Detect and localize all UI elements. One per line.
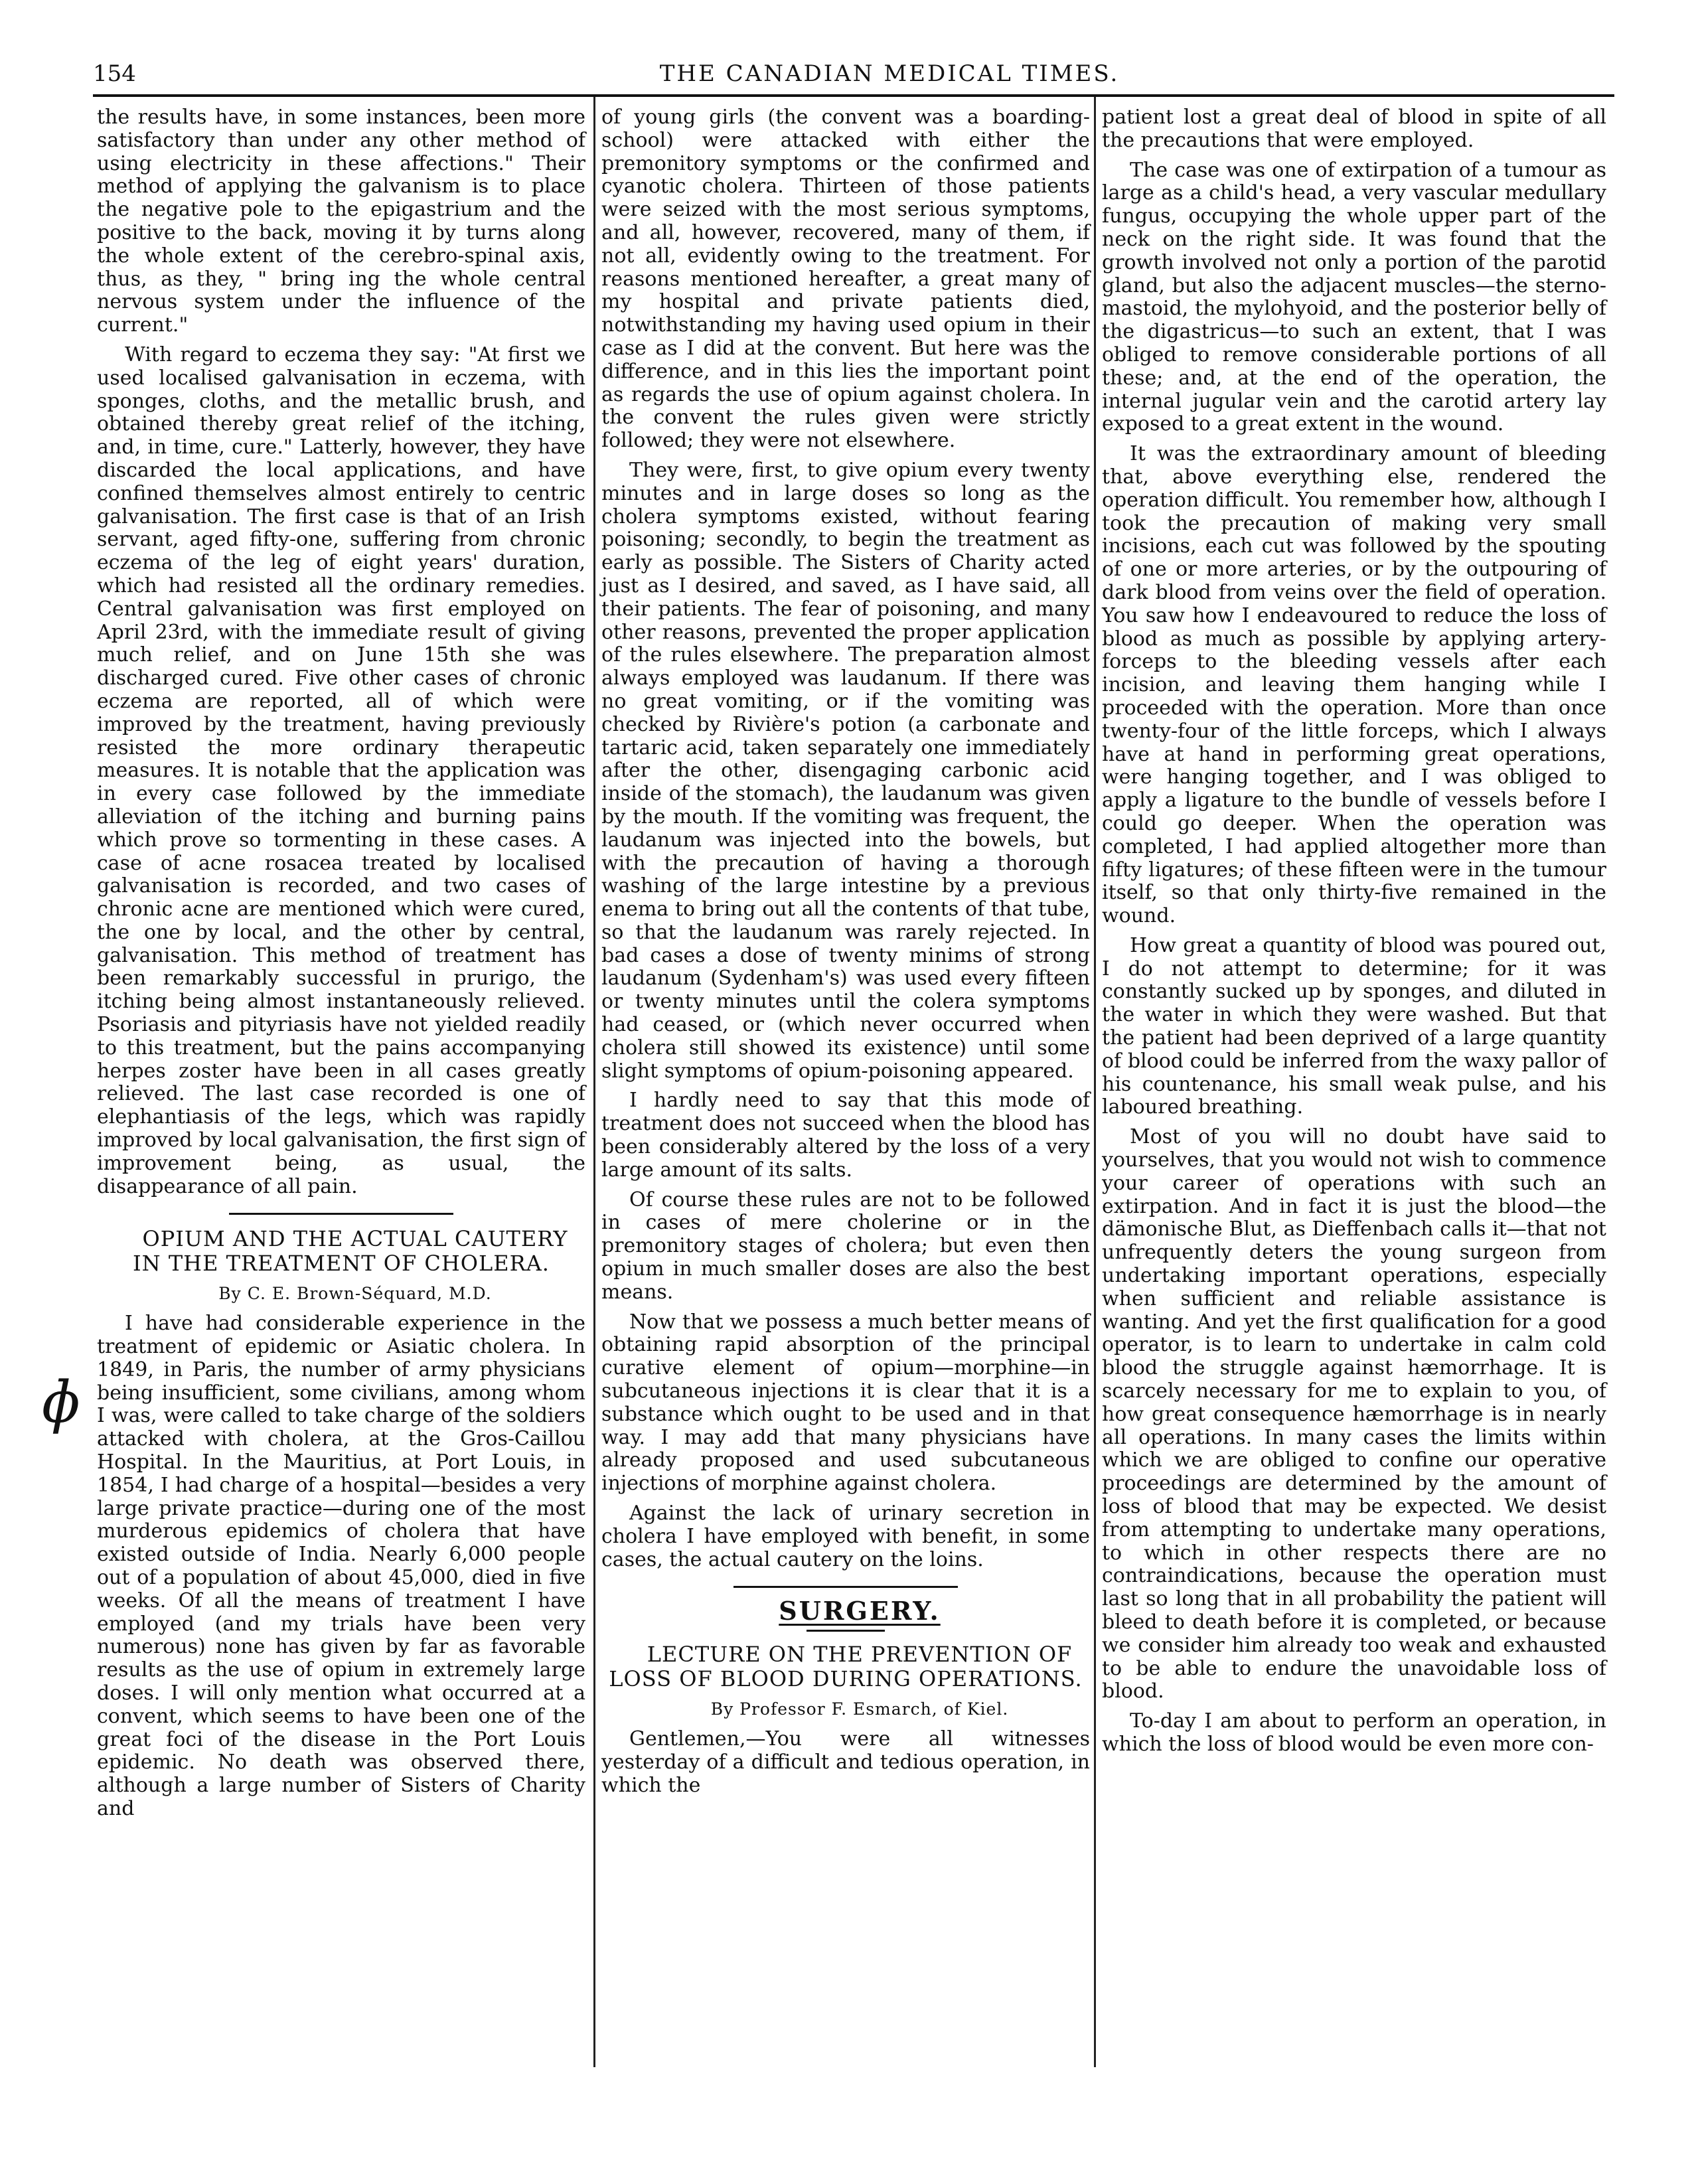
paragraph: With regard to eczema they say: "At first we used localised galvanisation in eczema, with sponges, cloths, and the metallic brush, and obtained thereby great relief of the itching, and, in time, cure." Latterly, however, they have discarded the local applications, and have confined themselves almost entirely to centric galvanisation. The first case is that of an Irish servant, aged fifty-one, suffering from chronic eczema of the leg of eight years' duration, which had resisted all the ordinary remedies. Central galvanisation was first employed on April 23rd, with the immediate result of giving much relief, and on June 15th she was discharged cured. Five other cases of chronic eczema are reported, all of which were improved by the treatment, having previously resisted the more ordinary therapeutic measures. It is notable that the application was in every case followed by the immediate alleviation of the itching and burning pains which prove so tormenting in these cases. A case of acne rosacea treated by localised galvanisation is recorded, and two cases of chronic acne are mentioned which were cured, the one by local, and the other by central, galvanisation. This method of treatment has been remarkably successful in prurigo, the itching being almost instantaneously relieved. Psoriasis and pityriasis have not yielded readily to this treatment, but the pains accompanying herpes zoster have been in all cases greatly relieved. The last case recorded is one of elephantiasis of the legs, which was rapidly improved by local galvanisation, the first sign of improvement being, as usual, the disappearance of all pain. <box>97 343 585 1198</box>
paragraph: It was the extraordinary amount of bleeding that, above everything else, rendered the operation difficult. You remember how, although I took the precaution of making very small incisions, each cut was followed by the spouting of one or more arteries, or by the outpouring of dark blood from veins over the field of operation. You saw how I endeavoured to reduce the loss of blood as much as possible by applying artery-forceps to the bleeding vessels after each incision, and leaving them hanging while I proceeded with the operation. More than once twenty-four of the little forceps, which I always have at hand in performing great operations, were hanging together, and I was obliged to apply a ligature to the bundle of vessels before I could go deeper. When the operation was completed, I had applied altogether more than fifty ligatures; of these fifteen were in the tumour itself, so that only thirty-five remained in the wound. <box>1102 442 1606 928</box>
header-rule <box>93 94 1614 97</box>
paragraph: Of course these rules are not to be followed in cases of mere cholerine or in the premonitory stages of cholera; but even then opium in much smaller doses are also the best means. <box>601 1188 1090 1304</box>
page-number: 154 <box>93 60 136 87</box>
paragraph: patient lost a great deal of blood in spite of all the precautions that were employed. <box>1102 106 1606 152</box>
column-1 <box>97 106 585 1828</box>
column-separator-1 <box>593 97 595 2067</box>
paragraph: How great a quantity of blood was poured out, I do not attempt to determine; for it was constantly sucked up by sponges, and diluted in the water in which they were washed. But that the patient had been deprived of a large quantity of blood could be inferred from the waxy pallor of his countenance, his small weak pulse, and his laboured breathing. <box>1102 933 1606 1119</box>
article-title-lecture: LECTURE ON THE PREVENTION OF LOSS OF BLOOD DURING OPERATIONS. <box>609 1642 1083 1692</box>
column-3 <box>1102 106 1606 1763</box>
section-title-surgery: SURGERY. <box>779 1596 941 1626</box>
section-divider <box>733 1586 959 1588</box>
paragraph: The case was one of extirpation of a tumour as large as a child's head, a very vascular medullary fungus, occupying the whole upper part of the neck on the right side. It was found that the growth involved not only a portion of the parotid gland, but also the adjacent muscles—the sterno-mastoid, the mylohyoid, and the posterior belly of the digastricus—to such an extent, that I was obliged to remove considerable portions of all these; and, at the end of the operation, the internal jugular vein and the carotid artery lay exposed to a great extent in the wound. <box>1102 158 1606 436</box>
byline: By C. E. Brown-Séquard, M.D. <box>218 1284 492 1304</box>
paragraph: Most of you will no doubt have said to yourselves, that you would not wish to commence your career of operations with such an extirpation. And in fact it is just the blood—the dämonische Blut, as Dieffenbach calls it—that not unfrequently deters the young surgeon from undertaking important operations, especially when sufficient and reliable assistance is wanting. And yet the first qualification for a good operator, is to learn to undertake in calm cold blood the struggle against hæmorrhage. It is scarcely necessary for me to explain to you, of how great consequence hæmorrhage is in nearly all operations. In many cases the limits within which we are obliged to confine our operative proceedings are determined by the amount of loss of blood that may be expected. We desist from attempting to undertake many operations, to which in other respects there are no contraindications, because the operation must last so long that in all probability the patient will bleed to death before it is completed, or because we consider him already too weak and exhausted to be able to endure the unavoidable loss of blood. <box>1102 1125 1606 1703</box>
paragraph: of young girls (the convent was a boarding-school) were attacked with either the premonitory symptoms or the confirmed and cyanotic cholera. Thirteen of those patients were seized with the most serious symptoms, and all, however, recovered, many of them, if not all, evidently owing to the treatment. For reasons mentioned hereafter, a great many of my hospital and private patients died, notwithstanding my having used opium in their case as I did at the convent. But here was the difference, and in this lies the important point as regards the use of opium against cholera. In the convent the rules given were strictly followed; they were not elsewhere. <box>601 106 1090 453</box>
paragraph: To-day I am about to perform an operation, in which the loss of blood would be even more con- <box>1102 1709 1606 1756</box>
article-title-opium: OPIUM AND THE ACTUAL CAUTERY IN THE TREATMENT OF CHOLERA. <box>133 1226 568 1277</box>
running-head: THE CANADIAN MEDICAL TIMES. <box>659 60 1120 87</box>
byline: By Professor F. Esmarch, of Kiel. <box>710 1699 1009 1719</box>
paragraph: Now that we possess a much better means of obtaining rapid absorption of the principal curative element of opium—morphine—in subcutaneous injections it is clear that it is a substance which ought to be used and in that way. I may add that many physicians have already proposed and used subcutaneous injections of morphine against cholera. <box>601 1310 1090 1496</box>
paragraph: Against the lack of urinary secretion in cholera I have employed with benefit, in some cases, the actual cautery on the loins. <box>601 1502 1090 1571</box>
section-rule <box>807 1630 885 1632</box>
column-2 <box>601 106 1090 1804</box>
paragraph: I have had considerable experience in the treatment of epidemic or Asiatic cholera. In 1849, in Paris, the number of army physicians being insufficient, some civilians, among whom I was, were called to take charge of the soldiers attacked with cholera, at the Gros-Caillou Hospital. In the Mauritius, at Port Louis, in 1854, I had charge of a hospital—besides a very large private practice—during one of the most murderous epidemics of cholera that have existed outside of India. Nearly 6,000 people out of a population of about 45,000, died in five weeks. Of all the means of treatment I have employed (and my trials have been very numerous) none has given by far as favorable results as the use of opium in extremely large doses. I will only mention what occurred at a convent, which seems to have been one of the great foci of the disease in the Port Louis epidemic. No death was observed there, although a large number of Sisters of Charity and <box>97 1312 585 1820</box>
margin-mark: ɸ <box>41 1369 81 1436</box>
paragraph: the results have, in some instances, been more satisfactory than under any other method of using electricity in these affections." Their method of applying the galvanism is to place the negative pole to the epigastrium and the positive to the back, moving it by turns along the whole extent of the cerebro-spinal axis, thus, as they, " bring ing the whole central nervous system under the influence of the current." <box>97 106 585 337</box>
column-separator-2 <box>1094 97 1096 2067</box>
paragraph: They were, first, to give opium every twenty minutes and in large doses so long as the cholera symptoms existed, without fearing poisoning; secondly, to begin the treatment as early as possible. The Sisters of Charity acted just as I desired, and saved, as I have said, all their patients. The fear of poisoning, and many other reasons, prevented the proper application of the rules elsewhere. The preparation almost always employed was laudanum. If there was no great vomiting, or if the vomiting was checked by Rivière's potion (a carbonate and tartaric acid, taken separately one immediately after the other, disengaging carbonic acid inside of the stomach), the laudanum was given by the mouth. If the vomiting was frequent, the laudanum was injected into the bowels, but with the precaution of having a thorough washing of the large intestine by a previous enema to bring out all the contents of that tube, so that the laudanum was rarely rejected. In bad cases a dose of twenty minims of strong laudanum (Sydenham's) was used every fifteen or twenty minutes until the colera symptoms had ceased, or (which never occurred when cholera still showed its existence) until some slight symptoms of opium-poisoning appeared. <box>601 458 1090 1083</box>
paragraph: I hardly need to say that this mode of treatment does not succeed when the blood has been considerably altered by the loss of a very large amount of its salts. <box>601 1089 1090 1182</box>
article-divider <box>229 1213 454 1215</box>
paragraph: Gentlemen,—You were all witnesses yesterday of a difficult and tedious operation, in which the <box>601 1727 1090 1797</box>
